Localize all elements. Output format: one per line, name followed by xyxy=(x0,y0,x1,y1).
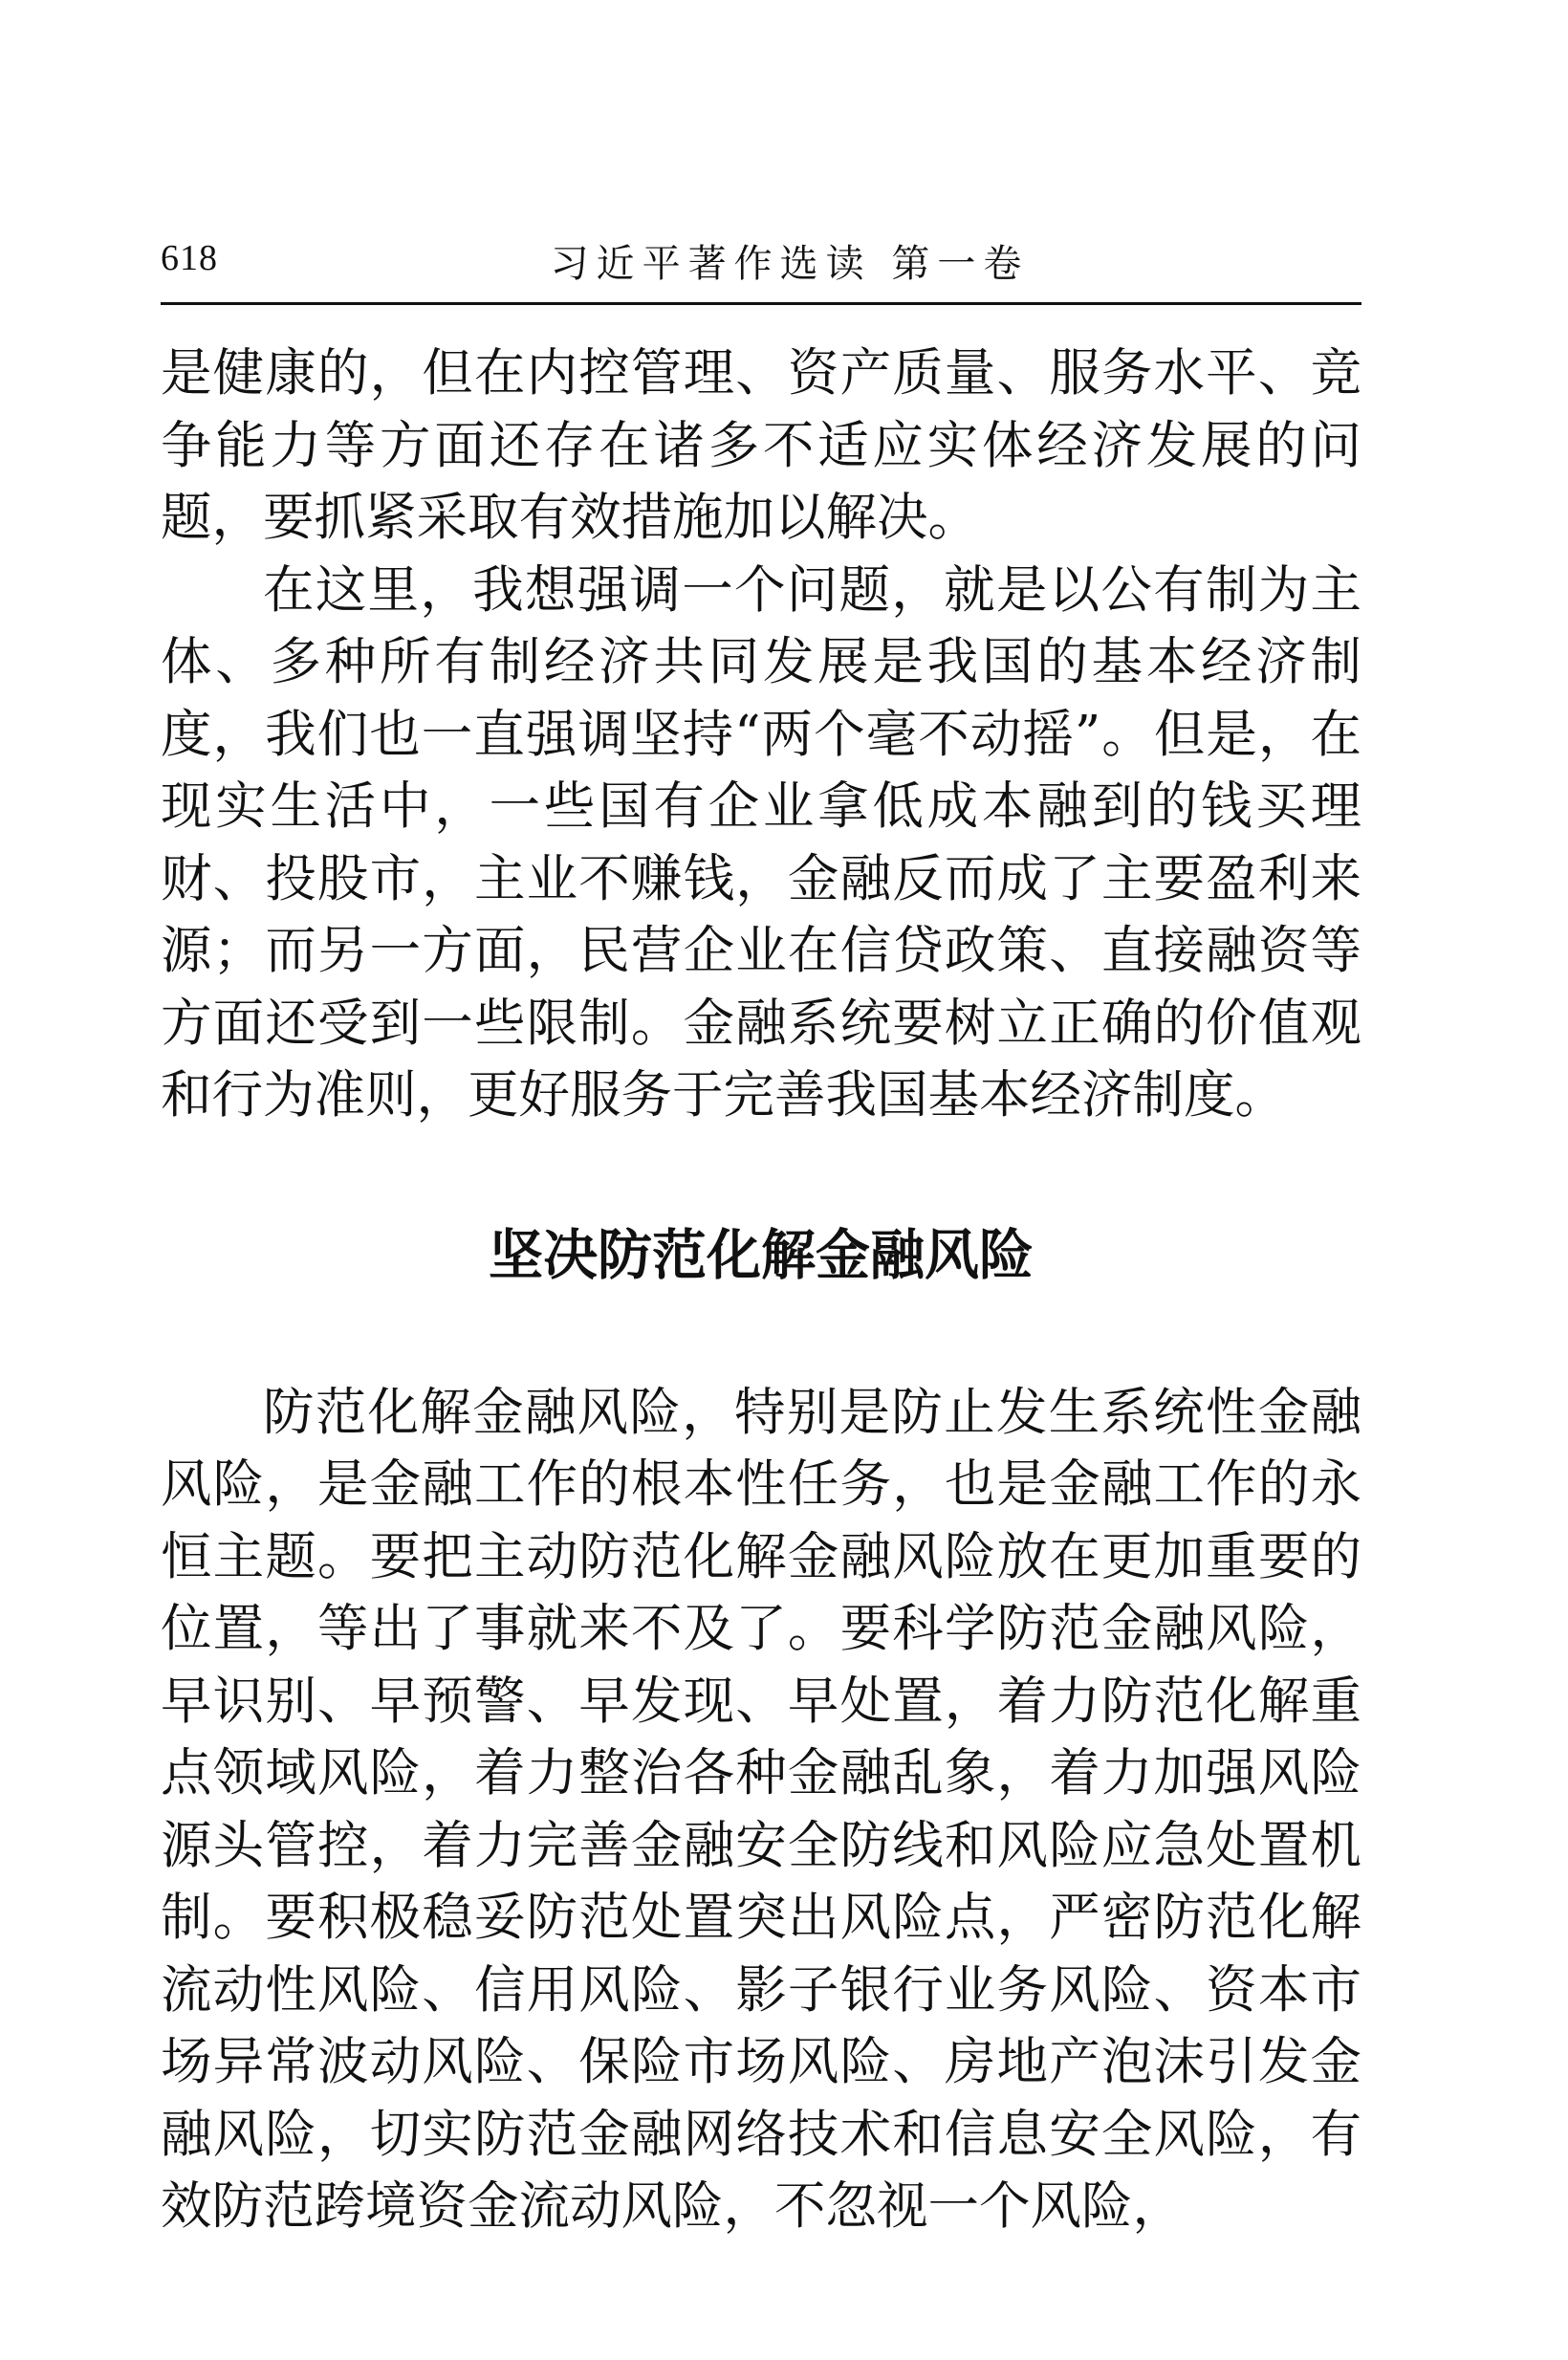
header-rule xyxy=(161,302,1361,305)
body-text xyxy=(161,337,1361,2242)
running-header xyxy=(161,233,1361,295)
section-heading: 坚决防范化解金融风险 xyxy=(489,1223,1034,1287)
running-title: 习近平著作选读 第一卷 xyxy=(550,242,1030,286)
paragraph-continued: 是健康的，但在内控管理、资产质量、服务水平、竞争能力等方面还存在诸多不适应实体经济发展的问题，要抓紧采取有效措施加以解决。 xyxy=(161,342,1361,547)
paragraph: 防范化解金融风险，特别是防止发生系统性金融风险，是金融工作的根本性任务，也是金融工作的永恒主题。要把主动防范化解金融风险放在更加重要的位置，等出了事就来不及了。要科学防范金融风险，早识别、早预警、早发现、早处置，着力防范化解重点领域风险，着力整治各种金融乱象，着力加强风险源头管控，着力完善金融安全防线和风险应急处置机制。要积极稳妥防范处置突出风险点，严密防范化解流动性风险、信用风险、影子银行业务风险、资本市场异常波动风险、保险市场风险、房地产泡沫引发金融风险，切实防范金融网络技术和信息安全风险，有效防范跨境资金流动风险，不忽视一个风险， xyxy=(161,1381,1361,2236)
page-number: 618 xyxy=(161,238,218,278)
paragraph: 在这里，我想强调一个问题，就是以公有制为主体、多种所有制经济共同发展是我国的基本经济制度，我们也一直强调坚持“两个毫不动摇”。但是，在现实生活中，一些国有企业拿低成本融到的钱买理财、投股市，主业不赚钱，金融反而成了主要盈利来源；而另一方面，民营企业在信贷政策、直接融资等方面还受到一些限制。金融系统要树立正确的价值观和行为准则，更好服务于完善我国基本经济制度。 xyxy=(161,558,1361,1125)
